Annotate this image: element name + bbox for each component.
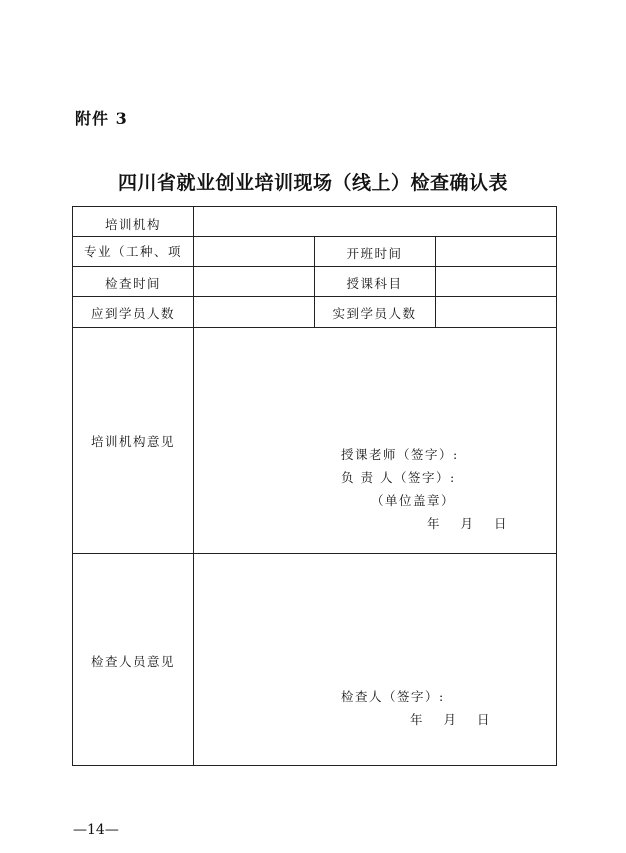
- expected-students-label: 应到学员人数: [90, 306, 175, 321]
- page-number: —14—: [73, 822, 119, 838]
- specialty-label: 专业（工种、项: [83, 244, 182, 259]
- unit-seal-label: （单位盖章）: [371, 493, 456, 508]
- course-subject-field[interactable]: [436, 274, 556, 292]
- teacher-signature-label: 授课老师（签字）:: [341, 447, 459, 462]
- inspector-opinion-label: 检查人员意见: [90, 654, 175, 669]
- page-title: 四川省就业创业培训现场（线上）检查确认表: [117, 172, 508, 194]
- inspection-time-field[interactable]: [194, 274, 314, 292]
- row-divider: [73, 553, 556, 554]
- institution-opinion-label: 培训机构意见: [90, 434, 175, 449]
- inspection-time-label: 检查时间: [104, 276, 161, 291]
- inspector-signature-label: 检查人（签字）:: [341, 689, 445, 704]
- training-institution-label: 培训机构: [104, 217, 161, 232]
- inspector-date-label: 年 月 日: [410, 712, 491, 727]
- actual-students-field[interactable]: [436, 304, 556, 322]
- attachment-label: 附件 3: [75, 109, 128, 128]
- training-institution-field[interactable]: [194, 215, 556, 233]
- specialty-field[interactable]: [194, 242, 314, 260]
- inspection-form-table: [72, 206, 557, 766]
- expected-students-field[interactable]: [194, 304, 314, 322]
- class-start-time-label: 开班时间: [346, 246, 403, 261]
- course-subject-label: 授课科目: [346, 276, 403, 291]
- responsible-person-signature-label: 负 责 人（签字）:: [341, 470, 456, 485]
- row-divider: [73, 327, 556, 328]
- actual-students-label: 实到学员人数: [332, 306, 417, 321]
- class-start-time-field[interactable]: [436, 244, 556, 262]
- institution-date-label: 年 月 日: [427, 516, 508, 531]
